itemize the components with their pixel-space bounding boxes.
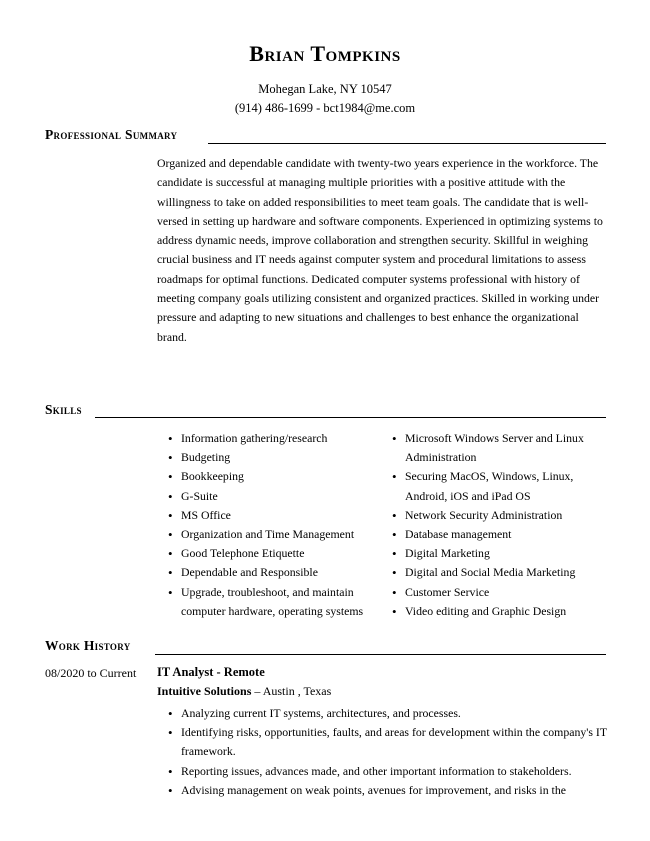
- summary-heading: Professional Summary: [45, 127, 178, 142]
- skill-item: • Digital and Social Media Marketing: [392, 563, 604, 582]
- skill-item: • Network Security Administration: [392, 506, 604, 525]
- skill-item: • Digital Marketing: [392, 544, 604, 563]
- skill-item: • Microsoft Windows Server and Linux Administration: [392, 429, 604, 467]
- summary-divider: [208, 143, 606, 144]
- email: bct1984@me.com: [323, 101, 416, 115]
- duty-item: • Identifying risks, opportunities, faults, and areas for development within the company's IT framework.: [168, 723, 608, 761]
- job-employer: [157, 684, 331, 699]
- address: Mohegan Lake, NY 10547: [258, 82, 392, 96]
- skill-item: • Information gathering/research: [168, 429, 378, 448]
- skill-item: • Upgrade, troubleshoot, and maintain computer hardware, operating systems: [168, 583, 378, 621]
- skill-item: • Dependable and Responsible: [168, 563, 378, 582]
- skills-divider: [95, 417, 606, 418]
- job-duties: [168, 704, 608, 800]
- skill-item: • G-Suite: [168, 487, 378, 506]
- contact-line: [0, 101, 650, 116]
- work-history-divider: [155, 654, 606, 655]
- skills-column-left: [168, 429, 378, 621]
- summary-text: Organized and dependable candidate with twenty-two years experience in the workforce. The candidate is successful at managing multiple priorities with a positive attitude with the willingness to take on added responsibilities to meet team goals. The candidate that is well-versed in setting up hardware and software components. Experienced in optimizing systems to address dynamic needs, improve collaboration and strengthen security. Skillful in weighing crucial business and IT needs against computer system and procedural limitations to assess roadmaps for optimal functions. Dedicated computer systems professional with history of meeting company goals utilizing consistent and organized practices. Skilled in working under pressure and adapting to new situations and challenges to best enhance the organizational brand.: [157, 156, 603, 344]
- skill-item: • Customer Service: [392, 583, 604, 602]
- phone: (914) 486-1699: [234, 101, 313, 115]
- duty-item: • Reporting issues, advances made, and other important information to stakeholders.: [168, 762, 608, 781]
- skill-item: • Good Telephone Etiquette: [168, 544, 378, 563]
- job-title: IT Analyst - Remote: [157, 665, 265, 679]
- job-location: – Austin , Texas: [251, 684, 332, 698]
- skill-item: • Database management: [392, 525, 604, 544]
- job-dates: 08/2020 to Current: [45, 666, 137, 680]
- duty-item: • Advising management on weak points, avenues for improvement, and risks in the: [168, 781, 608, 800]
- skill-item: • Organization and Time Management: [168, 525, 378, 544]
- skill-item: • Budgeting: [168, 448, 378, 467]
- contact-separator: -: [313, 101, 324, 115]
- candidate-name: Brian Tompkins: [249, 41, 401, 66]
- duty-item: • Analyzing current IT systems, architectures, and processes.: [168, 704, 608, 723]
- company-name: Intuitive Solutions: [157, 684, 252, 698]
- skill-item: • Bookkeeping: [168, 467, 378, 486]
- skill-item: • Video editing and Graphic Design: [392, 602, 604, 621]
- skills-heading: Skills: [45, 402, 82, 417]
- skill-item: • MS Office: [168, 506, 378, 525]
- skill-item: • Securing MacOS, Windows, Linux, Android, iOS and iPad OS: [392, 467, 604, 505]
- work-history-heading: Work History: [45, 638, 131, 653]
- skills-column-right: [392, 429, 604, 621]
